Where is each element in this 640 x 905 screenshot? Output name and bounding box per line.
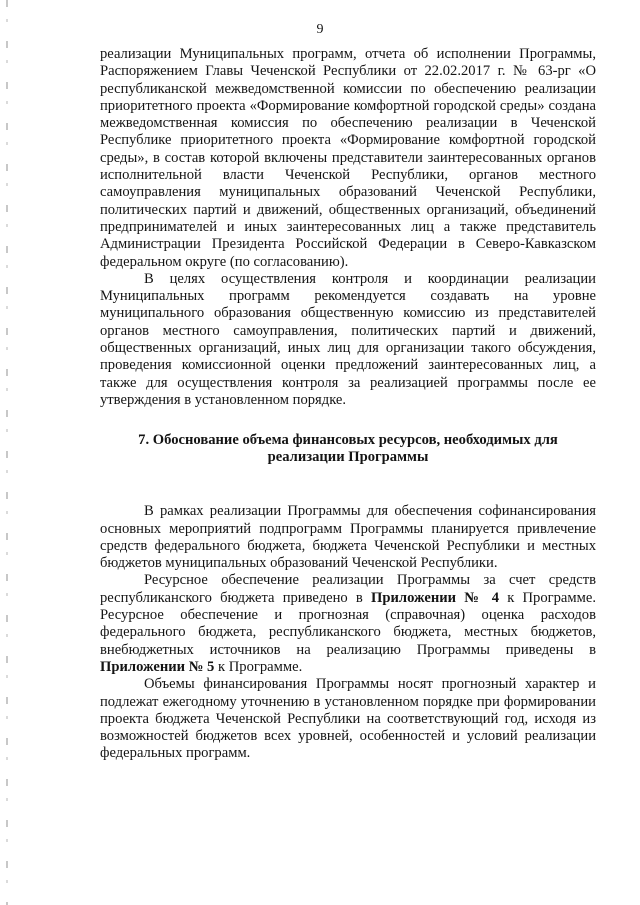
appendix-5-ref: Приложении № 5	[100, 658, 215, 675]
paragraph-resources-text-a: Ресурсное обеспечение реализации Программы за счет средств республиканского бюджета приведено в	[100, 572, 596, 606]
paragraph-control: В целях осуществления контроля и координации реализации Муниципальных программ рекомендуется создавать на уровне муниципального образования общественную комиссию из представителей органов местного самоуправления, политических партий и движений, общественных организаций, иных лиц для организации такого обсуждения, проведения комиссионной оценки предложений заинтересованных лиц, а также для осуществления контроля за реализацией программы после ее утверждения в установленном порядке.	[100, 270, 596, 408]
paragraph-resources	[100, 572, 596, 676]
section-heading-line2: реализации Программы	[267, 448, 429, 465]
paragraph-commission: реализации Муниципальных программ, отчета об исполнении Программы, Распоряжением Главы Чеченской Республики от 22.02.2017 г. № 63-рг «О республиканской межведомственной комиссии по обеспечению реализации приоритетного проекта «Формирование комфортной городской среды» создана межведомственная комиссия по обеспечению реализации в Чеченской Республике приоритетного проекта «Формирование комфортной городской среды», в состав которой включены представители заинтересованных органов исполнительной власти Чеченской Республики, органов местного самоуправления муниципальных образований Чеченской Республики, политических партий и движений, общественных организаций, объединений предпринимателей и иных заинтересованных лиц а также представитель Администрации Президента Российской Федерации в Северо-Кавказском федеральном округе (по согласованию).	[100, 46, 596, 270]
section-heading	[108, 432, 588, 465]
paragraph-cofinancing: В рамках реализации Программы для обеспечения софинансирования основных мероприятий подпрограмм Программы планируется привлечение средств федерального бюджета, бюджета Чеченской Республики и местных бюджетов муниципальных образований Чеченской Республики.	[100, 503, 596, 572]
document-body	[100, 46, 596, 763]
section-heading-line1: 7. Обоснование объема финансовых ресурсов, необходимых для	[138, 432, 558, 449]
page-number: 9	[316, 22, 324, 37]
paragraph-forecast: Объемы финансирования Программы носят прогнозный характер и подлежат ежегодному уточнению в установленном порядке при формировании проекта бюджета Чеченской Республики на соответствующий год, исходя из возможностей бюджетов всех уровней, особенностей и условий реализации федеральных программ.	[100, 676, 596, 762]
paragraph-resources-text-c: к Программе. Ресурсное обеспечение и прогнозная (справочная) оценка расходов федерального бюджета, республиканского бюджета, местных бюджетов, внебюджетных источников на реализацию Программы приведены в	[100, 589, 596, 658]
appendix-4-ref: Приложении № 4	[371, 589, 499, 606]
scan-edge-marks	[6, 0, 8, 905]
paragraph-resources-text-d: к Программе.	[214, 658, 303, 675]
